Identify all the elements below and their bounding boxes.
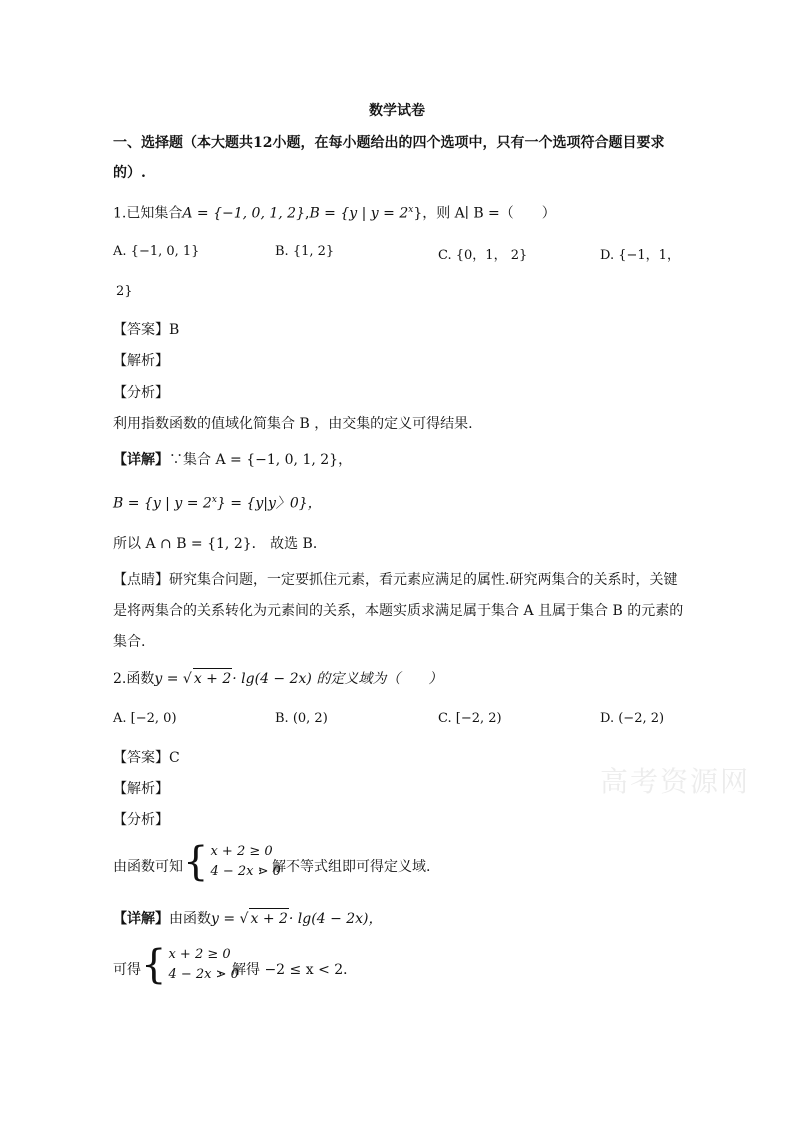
q1-note-line3: 集合. xyxy=(113,634,146,650)
q1-set-b-exp: x xyxy=(408,205,414,215)
q2-stem-rest: · lg(4 − 2x) 的定义域为（ ） xyxy=(232,671,443,687)
q1-answer: 【答案】B xyxy=(113,322,180,338)
q2-fenxi-suffix: ，解不等式组即可得定义域. xyxy=(258,859,431,875)
q1-stem-tail: }，则 A∣ B =（ ） xyxy=(413,205,556,222)
q1-option-d-wrap: 2} xyxy=(116,284,133,299)
q2-option-b: B. (0, 2) xyxy=(275,711,328,726)
q1-stem-prefix: 1.已知集合 xyxy=(113,205,183,222)
q1-stem: 1.已知集合A = {−1, 0, 1, 2},B = {y | $y = 2^x$}，则 A∣ B =（ ） xyxy=(113,205,556,222)
q2-fenxi-system: { x + 2 ≥ 0 4 − 2x > 0 xyxy=(183,839,281,885)
q2-detail-line: 【详解】由函数y = √ x + 2· lg(4 − 2x)， xyxy=(113,908,383,929)
q2-get-system: { x + 2 ≥ 0 4 − 2x > 0 xyxy=(141,942,239,988)
q2-option-d: D. (−2, 2) xyxy=(600,711,665,726)
q2-answer: 【答案】C xyxy=(113,750,180,766)
q2-detail-root: x + 2 xyxy=(249,908,288,929)
q1-option-a: A. {−1, 0, 1} xyxy=(113,244,200,259)
q2-fenxi-tag: 【分析】 xyxy=(113,812,169,828)
q1-fenxi-tag: 【分析】 xyxy=(113,385,169,401)
section-heading-line2: 的）. xyxy=(113,165,146,181)
q1-analysis-tag: 【解析】 xyxy=(113,353,169,369)
q2-get-prefix: 可得 xyxy=(113,962,141,978)
q1-option-d: D. {−1，1， xyxy=(600,248,680,263)
q2-get-suffix: ，解得 −2 ≤ x < 2． xyxy=(218,962,358,978)
q1-detail-line2: B = {y | $y = 2^x\} = \{y|y$〉0}， xyxy=(113,495,322,512)
q1-note-line2: 是将两集合的关系转化为元素间的关系，本题实质求满足属于集合 A 且属于集合 B 的元素的 xyxy=(113,603,684,619)
q1-detail-tag: 【详解】 xyxy=(113,452,169,468)
q2-stem: 2.函数y = √ x + 2· lg(4 − 2x) 的定义域为（ ） xyxy=(113,668,442,689)
q1-fenxi-text: 利用指数函数的值域化简集合 B ，由交集的定义可得结果. xyxy=(113,416,473,432)
q2-root: x + 2 xyxy=(193,668,232,689)
watermark: 高考资源网 xyxy=(600,765,751,798)
q1-detail-line1 xyxy=(113,450,352,470)
section-heading-line1: 一、选择题（本大题共12小题，在每小题给出的四个选项中，只有一个选项符合题目要求 xyxy=(113,135,665,151)
q2-option-c: C. [−2, 2) xyxy=(438,711,502,726)
q1-option-c: C. {0，1， 2} xyxy=(438,248,528,263)
q1-option-b: B. {1, 2} xyxy=(275,244,335,259)
q1-detail-line3: 所以 A ∩ B = {1, 2}． 故选 B． xyxy=(113,536,327,552)
q2-option-a: A. [−2, 0) xyxy=(113,711,177,726)
page-title: 数学试卷 xyxy=(369,103,425,119)
q2-fenxi-prefix: 由函数可知 xyxy=(113,859,183,875)
q1-note-line1: 【点睛】研究集合问题，一定要抓住元素，看元素应满足的属性.研究两集合的关系时，关键 xyxy=(113,572,678,588)
q1-detail-setA: ∵集合 A = {−1, 0, 1, 2}， xyxy=(169,452,353,468)
q1-set-a: A = {−1, 0, 1, 2} xyxy=(182,205,305,222)
q2-stem-prefix: 2.函数 xyxy=(113,671,155,687)
q2-detail-tag: 【详解】 xyxy=(113,911,169,927)
q2-analysis-tag: 【解析】 xyxy=(113,781,169,797)
q1-set-b: B = {y | y = 2 xyxy=(309,205,409,222)
